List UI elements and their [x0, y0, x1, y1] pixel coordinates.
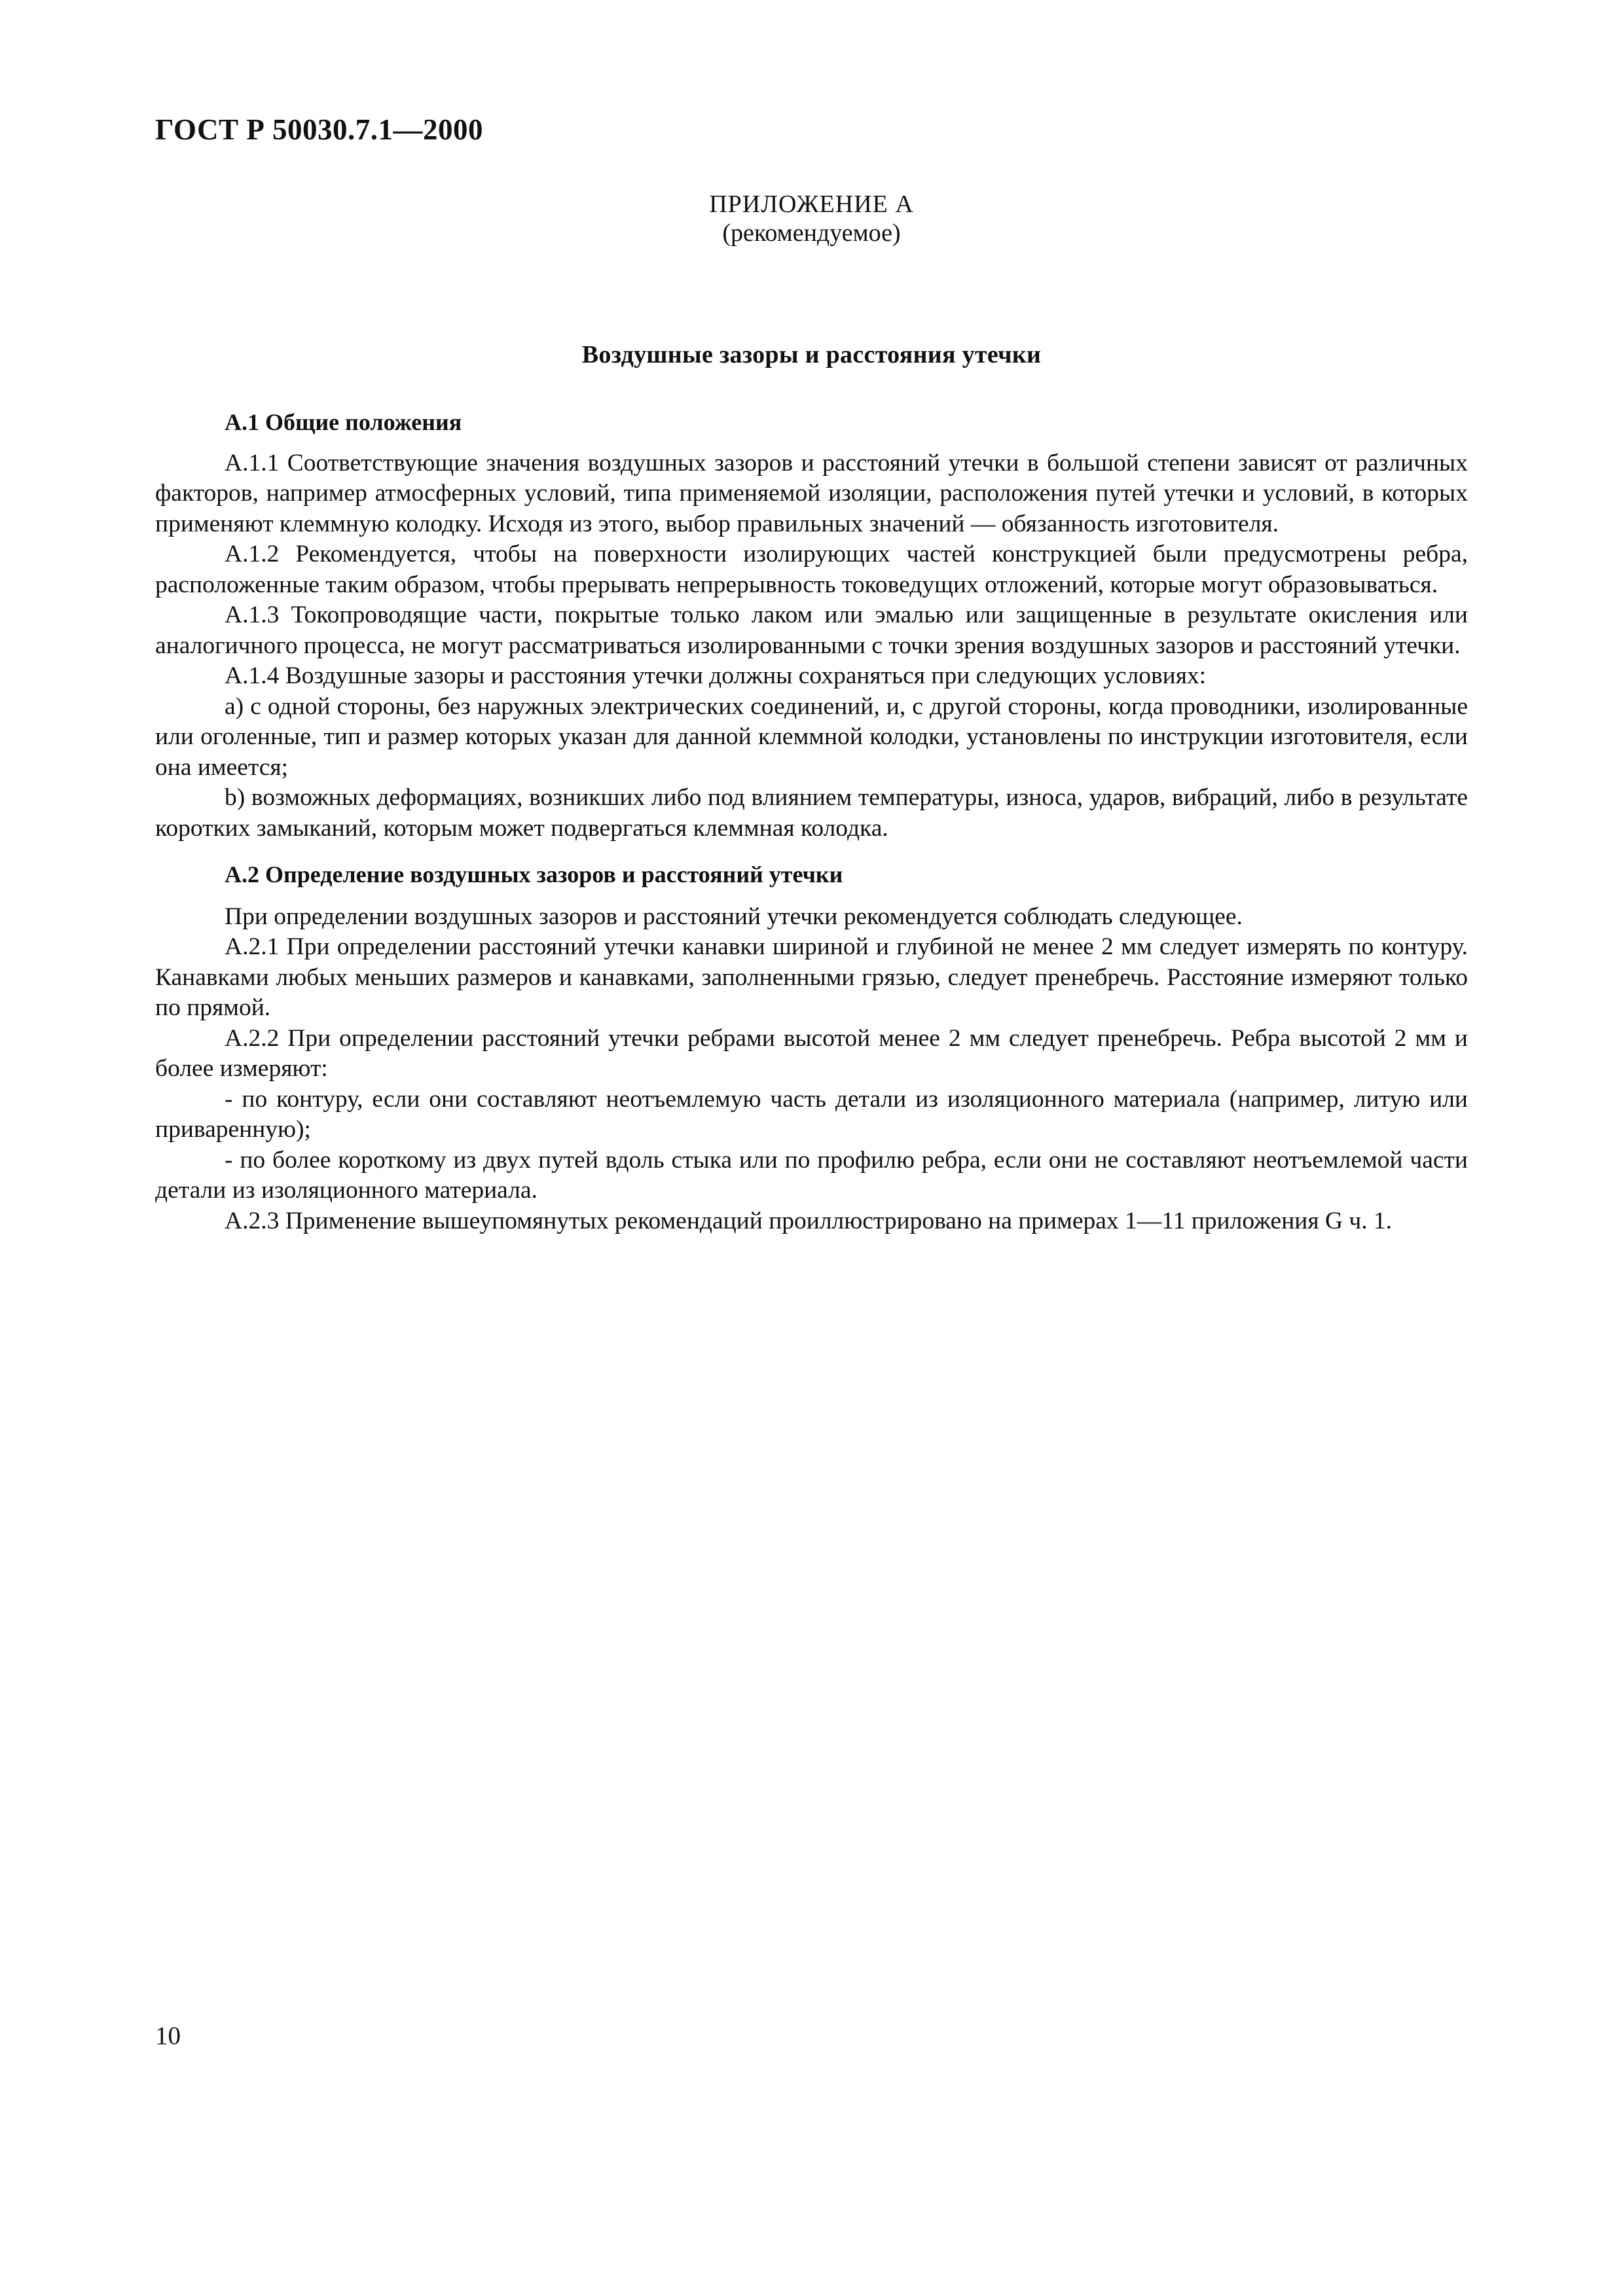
list-item-a: а) с одной стороны, без наружных электрических соединений, и, с другой стороны, когда проводники, изолированные или оголенные, тип и размер которых указан для данной клеммной колодки, установлены по инструкции изготовителя, если она имеется;	[155, 692, 1468, 781]
paragraph-a2-2: А.2.2 При определении расстояний утечки ребрами высотой менее 2 мм следует пренебречь. Ребра высотой 2 мм и более измеряют:	[155, 1024, 1468, 1082]
paragraph-a1-2: А.1.2 Рекомендуется, чтобы на поверхности изолирующих частей конструкцией были предусмотрены ребра, расположенные таким образом, чтобы прерывать непрерывность токоведущих отложений, которые могут образовываться.	[155, 541, 1468, 598]
document-code: ГОСТ Р 50030.7.1—2000	[155, 113, 484, 146]
dash-item-1: - по контуру, если они составляют неотъемлемую часть детали из изоляционного материала (например, литую или приваренную);	[155, 1085, 1468, 1143]
body-text	[155, 407, 1468, 1236]
appendix-title: ПРИЛОЖЕНИЕ А	[709, 190, 914, 218]
page-number: 10	[155, 2022, 181, 2050]
dash-item-2: - по более короткому из двух путей вдоль стыка или по профилю ребра, если они не составляют неотъемлемой части детали из изоляционного материала.	[155, 1146, 1468, 1204]
paragraph-a2-3: А.2.3 Применение вышеупомянутых рекомендаций проиллюстрировано на примерах 1—11 приложения G ч. 1.	[225, 1207, 1393, 1234]
main-title: Воздушные зазоры и расстояния утечки	[581, 341, 1042, 368]
paragraph-a2-1: А.2.1 При определении расстояний утечки канавки шириной и глубиной не менее 2 мм следует измерять по контуру. Канавками любых меньших размеров и канавками, заполненными грязью, следует пренебречь. Расстояние измеряют только по прямой.	[155, 933, 1468, 1021]
paragraph-a2-intro: При определении воздушных зазоров и расстояний утечки рекомендуется соблюдать следующее.	[225, 903, 1243, 930]
paragraph-a1-3: А.1.3 Токопроводящие части, покрытые только лаком или эмалью или защищенные в результате окисления или аналогичного процесса, не могут рассматриваться изолированными с точки зрения воздушных зазоров и расстояний утечки.	[155, 601, 1468, 659]
paragraph-a1-4: А.1.4 Воздушные зазоры и расстояния утечки должны сохраняться при следующих условиях:	[225, 662, 1207, 689]
section-heading-a1: А.1 Общие положения	[225, 409, 462, 435]
section-heading-a2: А.2 Определение воздушных зазоров и расстояний утечки	[225, 861, 843, 888]
appendix-status: (рекомендуемое)	[722, 219, 901, 247]
paragraph-a1-1: А.1.1 Соответствующие значения воздушных зазоров и расстояний утечки в большой степени зависят от различных факторов, например атмосферных условий, типа применяемой изоляции, расположения путей утечки и условий, в которых применяют клеммную колодку. Исходя из этого, выбор правильных значений — обязанность изготовителя.	[155, 449, 1468, 537]
list-item-b: b) возможных деформациях, возникших либо под влиянием температуры, износа, ударов, вибраций, либо в результате коротких замыканий, которым может подвергаться клеммная колодка.	[155, 784, 1468, 842]
